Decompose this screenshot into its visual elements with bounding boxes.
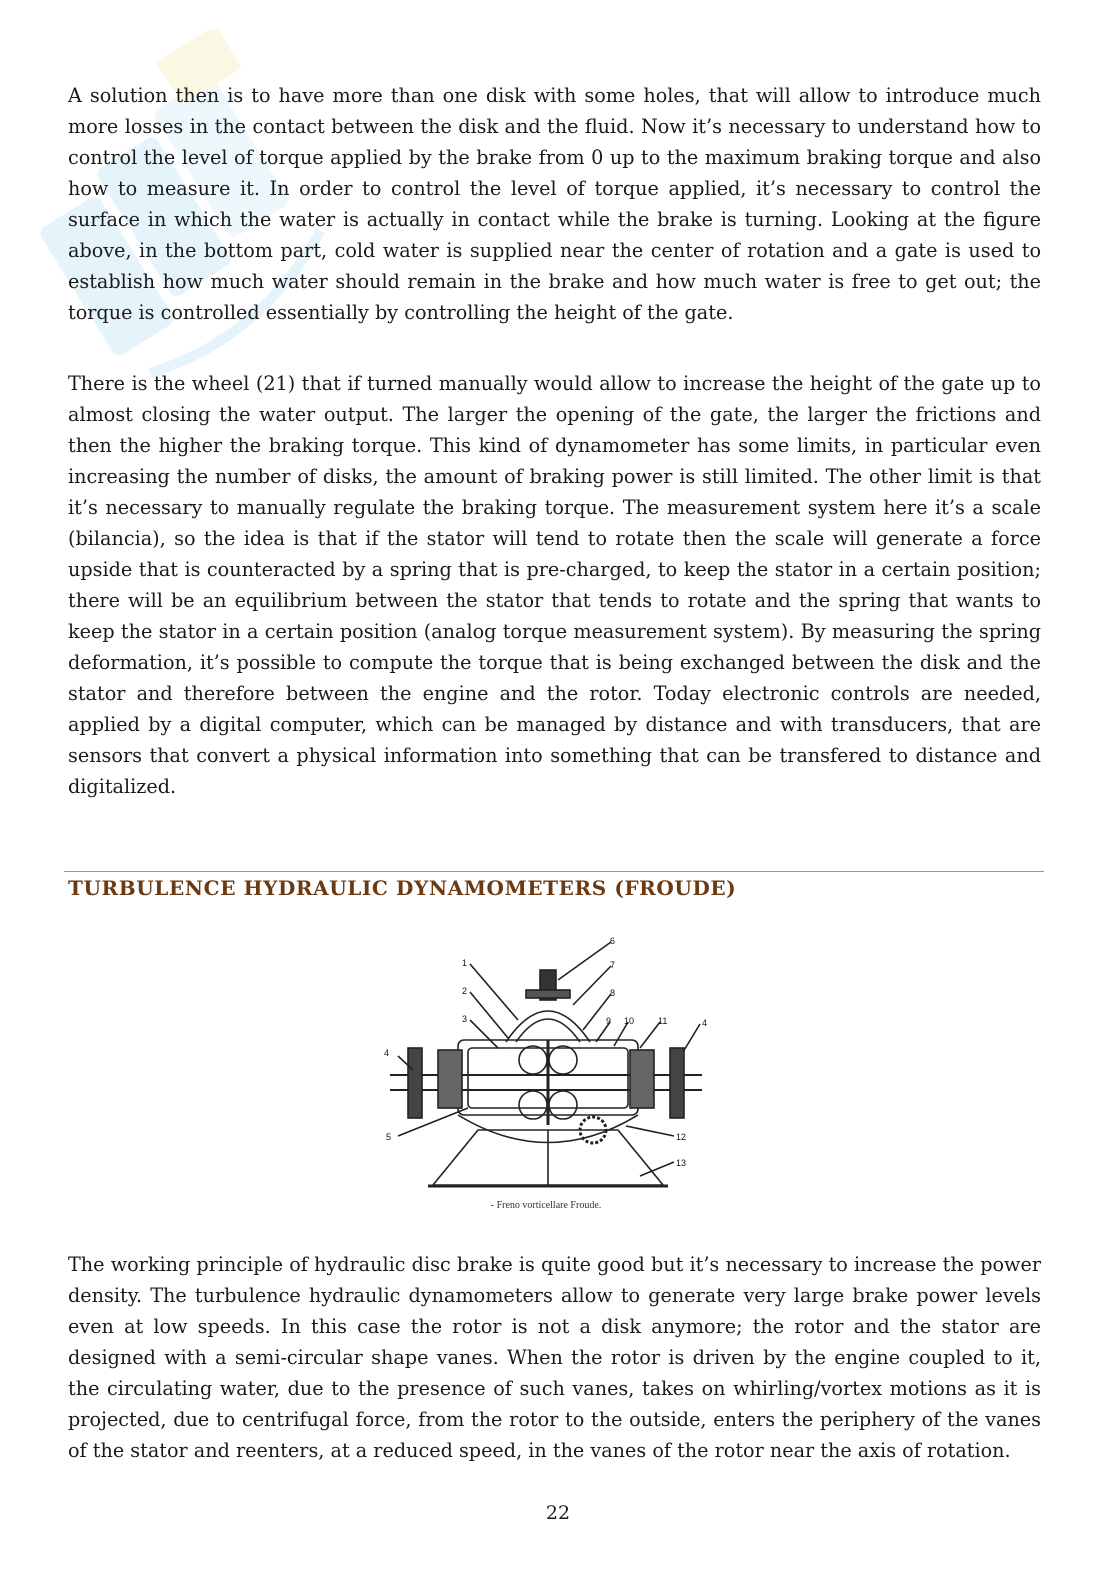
figure-label-6: 6 bbox=[610, 936, 616, 946]
paragraph-1: A solution then is to have more than one disk with some holes, that will allow to introduce much more losses in the contact between the disk and the fluid. Now it’s necessary to understand how to control the level of torque applied by the brake from 0 up to the maximum braking torque and also how to measure it. In order to control the level of torque applied, it’s necessary to control the surface in which the water is actually in contact while the brake is turning. Looking at the figure above, in the bottom part, cold water is supplied near the center of rotation and a gate is used to establish how much water should remain in the brake and how much water is free to get out; the torque is controlled essentially by controlling the height of the gate. bbox=[68, 84, 1041, 324]
froude-dynamometer-figure bbox=[378, 930, 714, 1220]
figure-label-12: 12 bbox=[676, 1132, 687, 1142]
figure-label-7: 7 bbox=[610, 960, 616, 970]
section-divider bbox=[64, 871, 1044, 872]
figure-label-3: 3 bbox=[462, 1014, 468, 1024]
figure-label-13: 13 bbox=[676, 1158, 687, 1168]
figure-label-9: 9 bbox=[606, 1016, 612, 1026]
page-number: 22 bbox=[545, 1502, 571, 1524]
figure-label-4-right: 4 bbox=[702, 1018, 708, 1028]
figure-label-2: 2 bbox=[462, 986, 468, 996]
froude-diagram bbox=[378, 930, 714, 1200]
figure-label-8: 8 bbox=[610, 988, 616, 998]
figure-label-5: 5 bbox=[386, 1132, 392, 1142]
figure-label-10: 10 bbox=[624, 1016, 635, 1026]
figure-label-11: 11 bbox=[658, 1016, 668, 1026]
paragraph-3: The working principle of hydraulic disc brake is quite good but it’s necessary to increase the power density. The turbulence hydraulic dynamometers allow to generate very large brake power levels even at low speeds. In this case the rotor is not a disk anymore; the rotor and the stator are designed with a semi-circular shape vanes. When the rotor is driven by the engine coupled to it, the circulating water, due to the presence of such vanes, takes on whirling/vortex motions as it is projected, due to centrifugal force, from the rotor to the outside, enters the periphery of the vanes of the stator and reenters, at a reduced speed, in the vanes of the rotor near the axis of rotation. bbox=[68, 1253, 1041, 1462]
figure-caption: - Freno vorticellare Froude. bbox=[490, 1200, 602, 1211]
section-heading: TURBULENCE HYDRAULIC DYNAMOMETERS (FROUDE) bbox=[68, 876, 737, 900]
figure-label-4-left: 4 bbox=[384, 1048, 390, 1058]
paragraph-2: There is the wheel (21) that if turned manually would allow to increase the height of the gate up to almost closing the water output. The larger the opening of the gate, the larger the frictions and then the higher the braking torque. This kind of dynamometer has some limits, in particular even increasing the number of disks, the amount of braking power is still limited. The other limit is that it’s necessary to manually regulate the braking torque. The measurement system here it’s a scale (bilancia), so the idea is that if the stator will tend to rotate then the scale will generate a force upside that is counteracted by a spring that is pre-charged, to keep the stator in a certain position; there will be an equilibrium between the stator that tends to rotate and the spring that wants to keep the stator in a certain position (analog torque measurement system). By measuring the spring deformation, it’s possible to compute the torque that is being exchanged between the disk and the stator and therefore between the engine and the rotor. Today electronic controls are needed, applied by a digital computer, which can be managed by distance and with transducers, that are sensors that convert a physical information into something that can be transfered to distance and digitalized. bbox=[68, 372, 1041, 798]
figure-label-1: 1 bbox=[462, 958, 468, 968]
